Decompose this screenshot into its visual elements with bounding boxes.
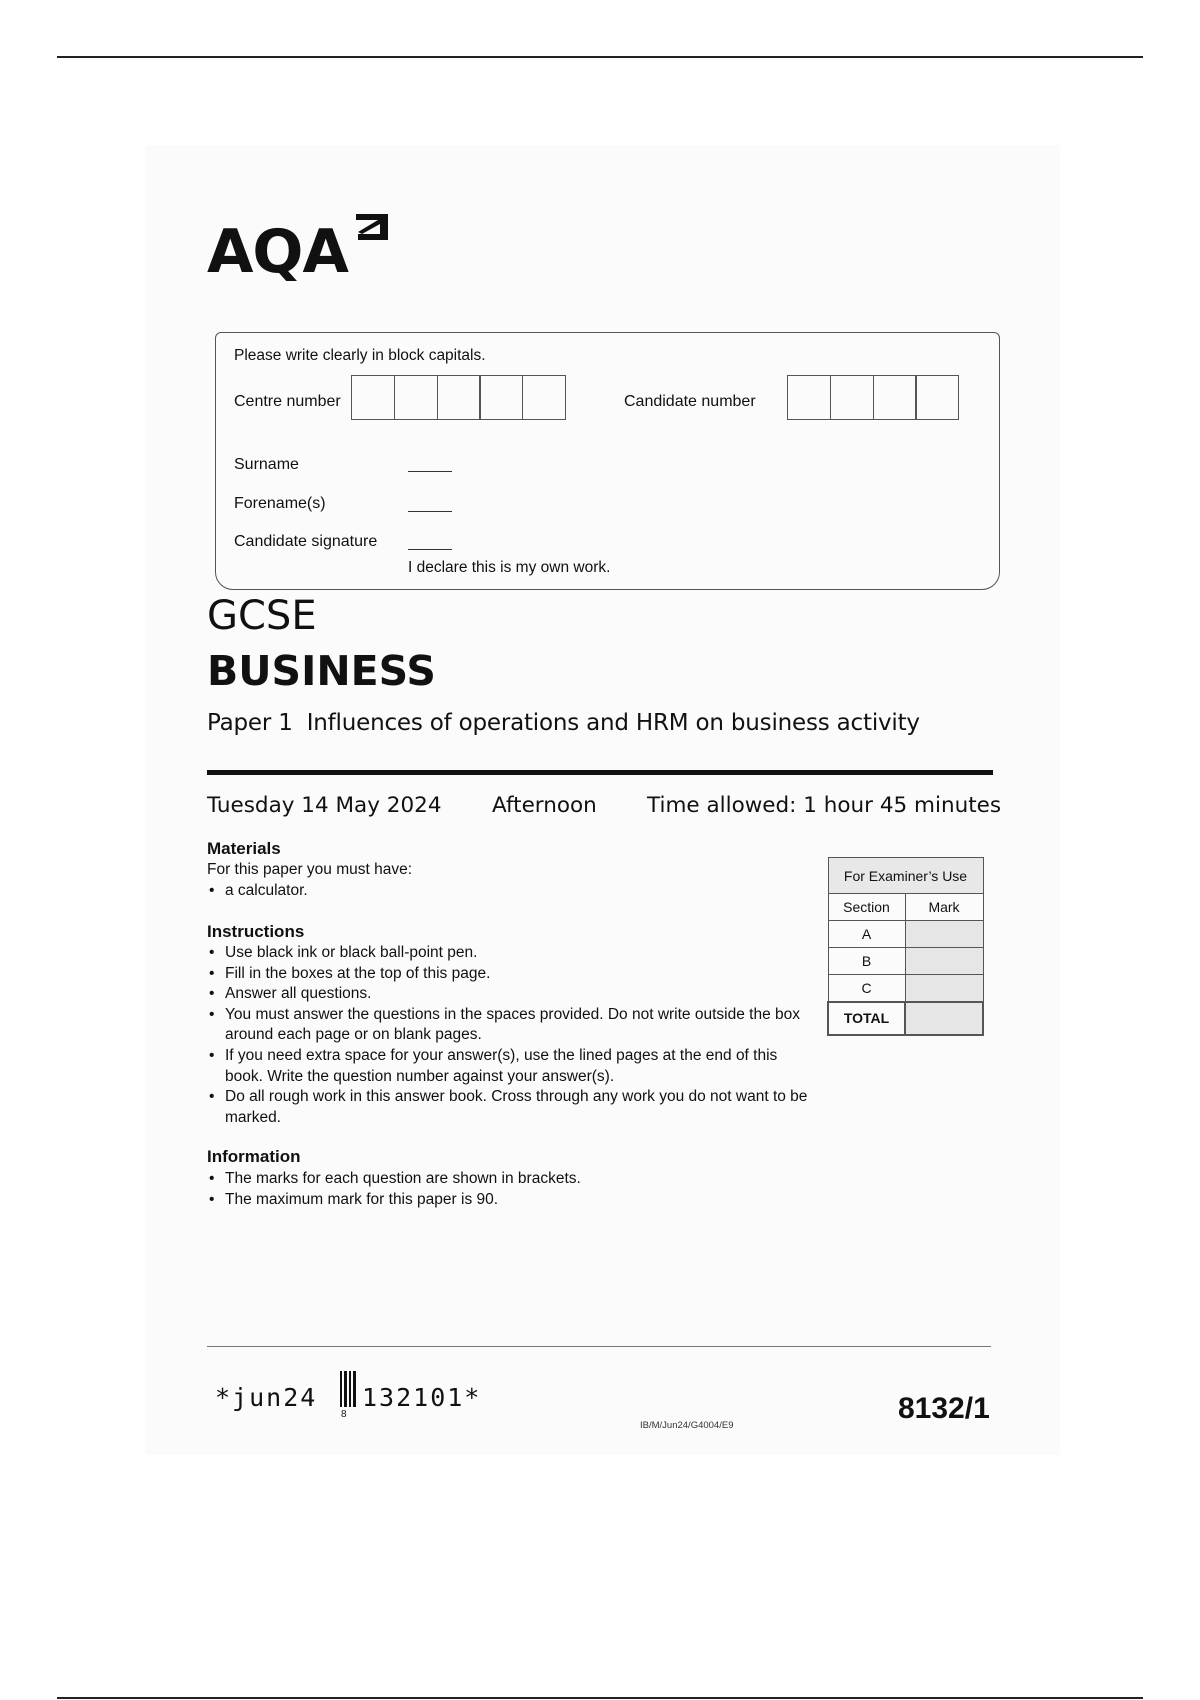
section-cell: A bbox=[828, 921, 905, 948]
top-rule bbox=[57, 56, 1143, 58]
paper-number: Paper 1 bbox=[207, 710, 293, 736]
mark-column-header: Mark bbox=[905, 894, 983, 921]
examiner-table-title: For Examiner’s Use bbox=[828, 858, 983, 894]
candidate-code-start: *jun24 bbox=[215, 1383, 318, 1412]
aqa-logo bbox=[207, 210, 392, 290]
barcode-icon bbox=[340, 1371, 360, 1411]
section-column-header: Section bbox=[828, 894, 905, 921]
centre-number-box[interactable] bbox=[351, 375, 395, 420]
candidate-code-end: 132101* bbox=[362, 1383, 482, 1412]
table-row bbox=[828, 975, 983, 1002]
list-item: • The maximum mark for this paper is 90. bbox=[207, 1190, 817, 1211]
barcode-digit: 8 bbox=[341, 1409, 347, 1420]
instructions-list bbox=[207, 943, 817, 1128]
total-cell bbox=[905, 1002, 983, 1035]
materials-intro: For this paper you must have: bbox=[207, 861, 413, 878]
candidate-number-box[interactable] bbox=[787, 375, 831, 420]
time-allowed: Time allowed: 1 hour 45 minutes bbox=[647, 793, 1002, 818]
paper-title bbox=[207, 710, 920, 736]
aqa-swoosh-icon bbox=[352, 210, 392, 254]
centre-number-box[interactable] bbox=[479, 375, 523, 420]
block-capitals-instruction: Please write clearly in block capitals. bbox=[234, 347, 486, 364]
list-item: • Do all rough work in this answer book. Cross through any work you do not want to be marked. bbox=[207, 1087, 817, 1128]
list-item: • You must answer the questions in the spaces provided. Do not write outside the box around each page or on blank pages. bbox=[207, 1005, 817, 1046]
list-item: • Use black ink or black ball-point pen. bbox=[207, 943, 817, 964]
mark-cell bbox=[905, 921, 983, 948]
section-cell: C bbox=[828, 975, 905, 1002]
centre-number-box[interactable] bbox=[522, 375, 566, 420]
candidate-number-label: Candidate number bbox=[624, 393, 756, 410]
table-row bbox=[828, 1002, 983, 1035]
qualification-title: GCSE bbox=[207, 593, 317, 639]
document-reference: IB/M/Jun24/G4004/E9 bbox=[640, 1420, 734, 1431]
candidate-number-box[interactable] bbox=[915, 375, 959, 420]
information-list bbox=[207, 1169, 817, 1210]
candidate-number-box[interactable] bbox=[873, 375, 917, 420]
forenames-field[interactable] bbox=[408, 511, 452, 512]
information-heading: Information bbox=[207, 1147, 301, 1166]
footer-divider bbox=[207, 1346, 991, 1347]
logo-text: AQA bbox=[207, 217, 348, 287]
table-row bbox=[828, 948, 983, 975]
signature-label: Candidate signature bbox=[234, 533, 378, 550]
section-cell: B bbox=[828, 948, 905, 975]
list-item: • a calculator. bbox=[207, 881, 817, 902]
table-row bbox=[828, 921, 983, 948]
instructions-heading: Instructions bbox=[207, 922, 305, 941]
centre-number-label: Centre number bbox=[234, 393, 341, 410]
declaration-text: I declare this is my own work. bbox=[408, 559, 611, 576]
materials-heading: Materials bbox=[207, 839, 281, 858]
candidate-details-box bbox=[215, 332, 1000, 590]
list-item: • The marks for each question are shown in brackets. bbox=[207, 1169, 817, 1190]
candidate-number-box[interactable] bbox=[830, 375, 874, 420]
subject-title: BUSINESS bbox=[207, 647, 436, 695]
surname-field[interactable] bbox=[408, 471, 452, 472]
title-divider bbox=[207, 770, 993, 775]
list-item: • Answer all questions. bbox=[207, 984, 817, 1005]
centre-number-boxes[interactable] bbox=[351, 375, 565, 420]
bottom-rule bbox=[57, 1697, 1143, 1699]
paper-code: 8132/1 bbox=[898, 1392, 990, 1425]
mark-cell bbox=[905, 975, 983, 1002]
centre-number-box[interactable] bbox=[394, 375, 438, 420]
exam-cover-page bbox=[145, 145, 1060, 1455]
total-label: TOTAL bbox=[828, 1002, 905, 1035]
surname-label: Surname bbox=[234, 456, 299, 473]
centre-number-box[interactable] bbox=[437, 375, 481, 420]
exam-date: Tuesday 14 May 2024 bbox=[207, 793, 442, 818]
mark-cell bbox=[905, 948, 983, 975]
list-item: • If you need extra space for your answer(s), use the lined pages at the end of this book. Write the question number against your answer(s). bbox=[207, 1046, 817, 1087]
signature-field[interactable] bbox=[408, 549, 452, 550]
paper-name: Influences of operations and HRM on business activity bbox=[306, 710, 920, 736]
candidate-number-boxes[interactable] bbox=[787, 375, 958, 420]
forenames-label: Forename(s) bbox=[234, 495, 326, 512]
materials-list bbox=[207, 881, 817, 902]
exam-session: Afternoon bbox=[492, 793, 597, 818]
examiner-use-table bbox=[827, 857, 984, 1036]
list-item: • Fill in the boxes at the top of this page. bbox=[207, 964, 817, 985]
